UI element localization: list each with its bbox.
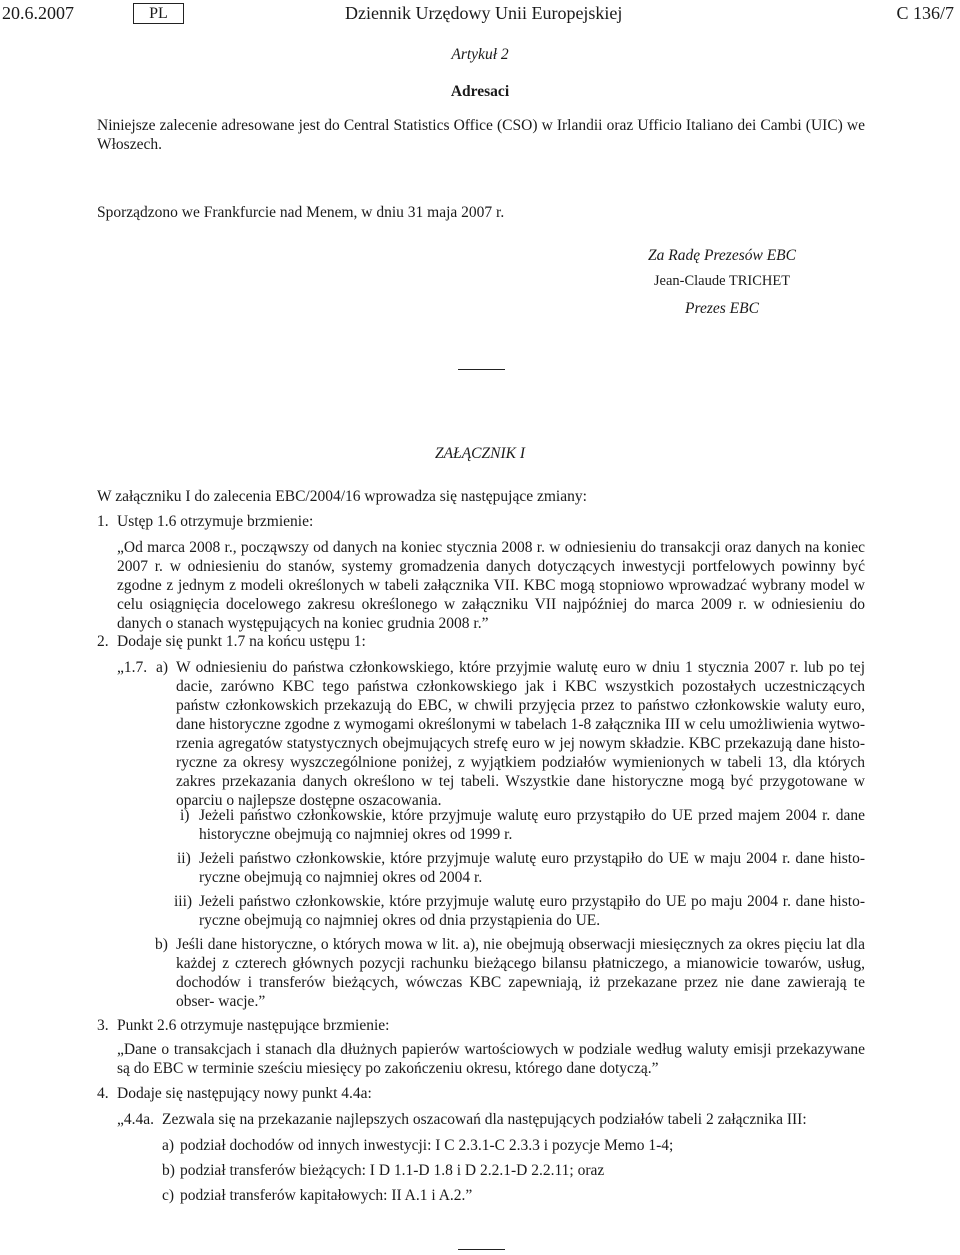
item-2ai-label: i) (180, 807, 190, 824)
separator-line (458, 369, 505, 370)
item-3-label: 3. (97, 1017, 109, 1034)
for-council: Za Radę Prezesów EBC (648, 247, 796, 264)
annex-title: ZAŁĄCZNIK I (434, 445, 525, 462)
item-1-quote: „Od marca 2008 r., począwszy od danych na koniec stycznia 2008 r. w odniesieniu do transakcji oraz danych na koniec 2007 r. w odniesieniu do stanów, systemy gromadzenia danych dotyczących inwestycji portfelowych powinny być zgodne z jednym z modeli określonych w tabeli załącznika VII. KBC mogą stopniowo wprowadzać wybrany model w celu osiągnięcia docelowego zakresu określonego w załączniku VII najpóźniej do marca 2009 r. w odniesieniu do danych o stanach występujących na koniec grudnia 2008 r.” (117, 539, 865, 632)
article-number: Artykuł 2 (451, 46, 509, 63)
item-4-intro: Zezwala się na przekazanie najlepszych oszacowań dla następujących podziałów tabeli 2 załącznika III: (162, 1111, 807, 1128)
item-1-label: 1. (97, 513, 109, 530)
footer-separator-line (458, 1249, 505, 1250)
signatory-role: Prezes EBC (685, 300, 759, 317)
publication-date: 20.6.2007 (2, 3, 74, 23)
item-2-label: 2. (97, 633, 109, 650)
item-2-text: Dodaje się punkt 1.7 na końcu ustępu 1: (117, 633, 366, 650)
item-4c-label: c) (162, 1187, 175, 1204)
item-2aiii-label: iii) (174, 893, 193, 910)
article-title: Adresaci (450, 83, 510, 100)
item-4-label: 4. (97, 1085, 109, 1102)
language-badge: PL (133, 3, 184, 24)
page-header (0, 0, 960, 28)
article-body: Niniejsze zalecenie adresowane jest do Central Statistics Office (CSO) w Irlandii oraz Ufficio Italiano dei Cambi (UIC) we Włoszech. (97, 117, 865, 153)
item-2b-label: b) (155, 936, 168, 953)
item-2b-text: Jeśli dane historyczne, o których mowa w lit. a), nie obejmują obserwacji miesięcznych za okres pięciu lat dla każdej z czterech głównych pozycji rachunku bieżącego bilansu płatniczego, a mianowicie towarów, usług, dochodów i transferów bieżących, wówczas KBC zapewniają, iż przekazane przez nie dane zawierają te obser- wacje.” (176, 936, 865, 1010)
annex-intro: W załączniku I do zalecenia EBC/2004/16 wprowadza się następujące zmiany: (97, 488, 587, 505)
item-2ai-text: Jeżeli państwo członkowskie, które przyjmuje walutę euro przystąpiło do UE przed majem 2004 r. dane historyczne obejmują co najmniej okres od 1999 r. (199, 807, 865, 843)
item-2a-text: W odniesieniu do państwa członkowskiego, które przyjmie walutę euro w dniu 1 stycznia 2007 r. lub po tej dacie, zarówno KBC tego państwa członkowskiego jak i KBC wszystkich pozostałych uczestniczących państw członkowskich przekazują do EBC, w chwili przyjęcia przez to państwo członkowskie waluty euro, dane historyczne zgodne z wymogami określonymi w tabelach 1-8 załącznika III w celu umożliwienia wytwo- rzenia agregatów statystycznych obejmujących strefę euro w jej nowym składzie. KBC przekazują dane histo- ryczne za okresy wyszczególnione poniżej, z wyjątkiem podziałów wymienionych w tabeli 13, dla których zakres przekazania danych określono w tej tabeli. Wszystkie dane historyczne mogą być przygotowane w oparciu o najlepsze dostępne oszacowania. (176, 659, 865, 809)
place-date: Sporządzono we Frankfurcie nad Menem, w dniu 31 maja 2007 r. (97, 204, 505, 221)
item-1-text: Ustęp 1.6 otrzymuje brzmienie: (117, 513, 314, 530)
item-2aii-text: Jeżeli państwo członkowskie, które przyjmuje walutę euro przystąpiło do UE w maju 2004 r. dane histo- ryczne obejmują co najmniej okres od 2004 r. (199, 850, 865, 886)
signatory-name: Jean-Claude TRICHET (653, 273, 791, 289)
item-4c-text: podział transferów kapitałowych: II A.1 i A.2.” (180, 1187, 473, 1204)
item-4-text: Dodaje się następujący nowy punkt 4.4a: (117, 1085, 372, 1102)
item-4-number: „4.4a. (117, 1111, 155, 1128)
item-3-quote: „Dane o transakcjach i stanach dla dłużnych papierów wartościowych w podziale według waluty emisji przekazywane są do EBC w terminie sześciu miesięcy po zakończeniu okresu, którego dane dotyczą.” (117, 1041, 865, 1077)
item-4b-text: podział transferów bieżących: I D 1.1-D 1.8 i D 2.2.1-D 2.2.11; oraz (180, 1162, 605, 1179)
item-2aii-label: ii) (177, 850, 191, 867)
item-4a-text: podział dochodów od innych inwestycji: I C 2.3.1-C 2.3.3 i pozycje Memo 1-4; (180, 1137, 674, 1154)
item-2-number: „1.7. (117, 659, 148, 676)
item-4b-label: b) (162, 1162, 175, 1179)
item-2aiii-text: Jeżeli państwo członkowskie, które przyjmuje walutę euro przystąpiło do UE po maju 2004 r. dane histo- ryczne obejmują co najmniej okres od dnia przystąpienia do UE. (199, 893, 865, 929)
page-number: C 136/7 (896, 3, 954, 23)
item-2a-label: a) (156, 659, 169, 676)
item-3-text: Punkt 2.6 otrzymuje następujące brzmienie: (117, 1017, 390, 1034)
journal-title: Dziennik Urzędowy Unii Europejskiej (345, 3, 623, 23)
item-4a-label: a) (162, 1137, 175, 1154)
